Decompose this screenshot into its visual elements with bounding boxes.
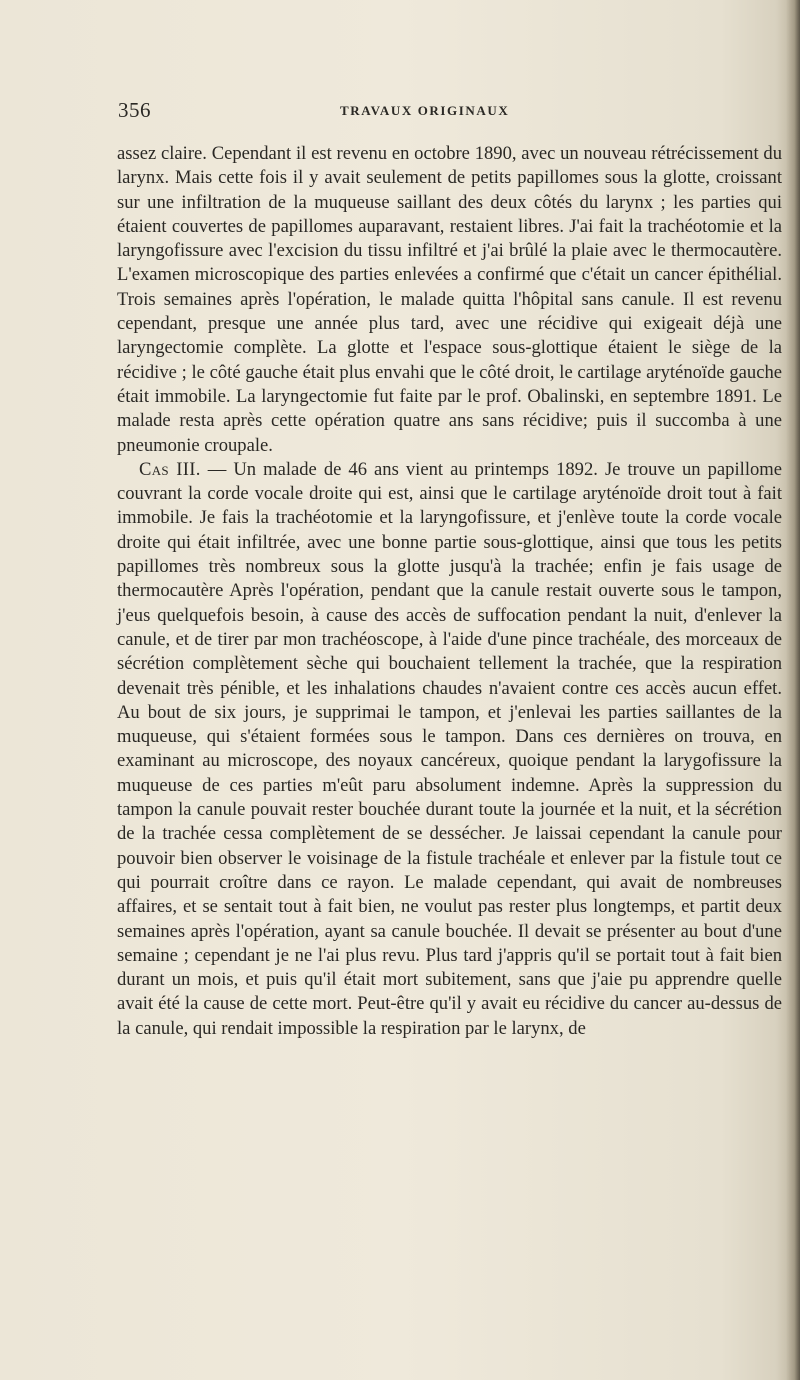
body-text [117,142,782,1041]
case-label: Cas III. [139,458,201,480]
page-number: 356 [118,98,151,122]
paragraph-case-iii-text: — Un malade de 46 ans vient au printemps 1892. Je trouve un papillome couvrant la corde vocale droite qui est, ainsi que le cartilage aryténoïde droit tout à fait immobile. Je fais la trachéotomie et la laryngofissure, et j'enlève toute la corde vocale droite qui était infiltrée, avec une bonne partie sous-glottique, ainsi que tous les petits papillomes très nombreux sous la glotte jusqu'à la trachée; enfin je fais usage de thermocautère Après l'opération, pendant que la canule restait ouverte sous le tampon, j'eus quelquefois besoin, à cause des accès de suffocation pendant la nuit, d'enlever la canule, et de tirer par mon trachéoscope, à l'aide d'une pince trachéale, des morceaux de sécrétion complètement sèche qui bouchaient tellement la trachée, que la respiration devenait très pénible, et les inhalations chaudes n'avaient contre ces accès aucun effet. Au bout de six jours, je supprimai le tampon, et j'enlevai les parties saillantes de la muqueuse, qui s'étaient formées sous le tampon. Dans ces dernières on trouva, en examinant au microscope, des noyaux cancéreux, quoique pendant la larygofissure la muqueuse de ces parties m'eût paru absolument indemne. Après la suppression du tampon la canule pouvait rester bouchée durant toute la journée et la nuit, et la sécrétion de la trachée cessa complètement de se dessécher. Je laissai cependant la canule pour pouvoir bien observer le voisinage de la fistule trachéale et enlever par la fistule tout ce qui pourrait croître dans ce rayon. Le malade cependant, qui avait de nombreuses affaires, et se sentait tout à fait bien, ne voulut pas rester plus longtemps, et partit deux semaines après l'opération, ayant sa canule bouchée. Il devait se présenter au bout d'une semaine ; cependant je ne l'ai plus revu. Plus tard j'appris qu'il se portait tout à fait bien durant un mois, et puis qu'il était mort subitement, sans que j'aie pu apprendre quelle avait été la cause de cette mort. Peut-être qu'il y avait eu récidive du cancer au-dessus de la canule, qui rendait impossible la respiration par le larynx, de [117,458,782,1039]
running-head: TRAVAUX ORIGINAUX [340,103,510,118]
paragraph-case-ii-continuation: assez claire. Cependant il est revenu en octobre 1890, avec un nouveau rétrécissement du larynx. Mais cette fois il y avait seulement de petits papillomes sous la glotte, croissant sur une infiltration de la muqueuse saillant des deux côtés du larynx ; les parties qui étaient couvertes de papillomes auparavant, restaient libres. J'ai fait la trachéotomie et la laryngofissure avec l'excision du tissu infiltré et j'ai brûlé la plaie avec le thermocautère. L'examen microscopique des parties enlevées a confirmé que c'était un cancer épithélial. Trois semaines après l'opération, le malade quitta l'hôpital sans canule. Il est revenu cependant, presque une année plus tard, avec une récidive qui exigeait déjà une laryngectomie complète. La glotte et l'espace sous-glottique étaient le siège de la récidive ; le côté gauche était plus envahi que le côté droit, le cartilage aryténoïde gauche était immobile. La laryngectomie fut faite par le prof. Obalinski, en septembre 1891. Le malade resta après cette opération quatre ans sans récidive; puis il succomba à une pneumonie croupale. [117,143,782,456]
paragraph-case-iii [117,458,782,1041]
page-edge-shadow [786,0,800,1380]
page-header [118,98,782,128]
